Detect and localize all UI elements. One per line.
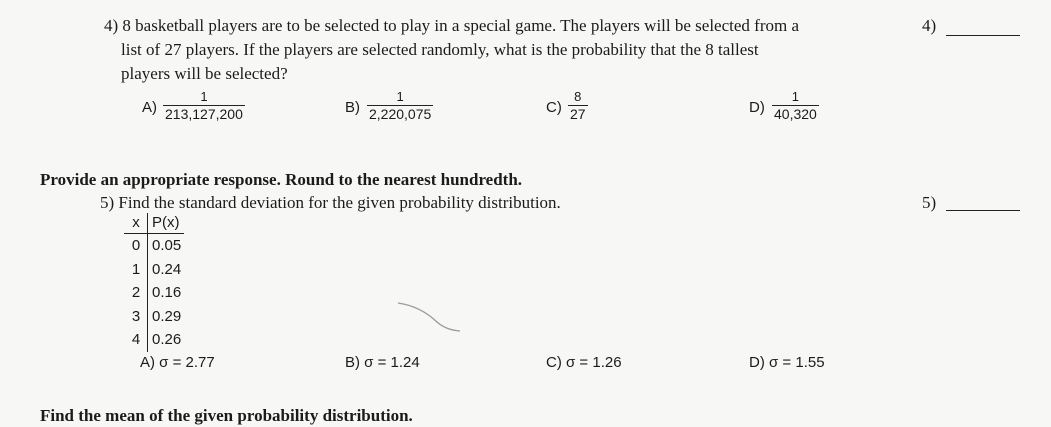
table-cell-x: 2 (124, 281, 148, 305)
q4-option-a-denominator: 213,127,200 (165, 106, 243, 122)
table-cell-x: 0 (124, 234, 148, 258)
table-cell-x: 3 (124, 305, 148, 329)
q4-line1: 4) 8 basketball players are to be selected to play in a special game. The players will be selected from a (104, 16, 799, 35)
q4-option-c-numerator: 8 (574, 89, 582, 104)
table-header-px: P(x) (148, 213, 185, 234)
table-cell-x: 4 (124, 328, 148, 352)
q5-answer-label: 5) (922, 193, 937, 212)
q5-option-d[interactable]: D) σ = 1.55 (749, 354, 825, 371)
table-cell-px: 0.29 (152, 307, 182, 325)
q4-option-b-numerator: 1 (396, 89, 404, 104)
table-cell-x: 1 (124, 258, 148, 282)
q4-option-b-denominator: 2,220,075 (369, 106, 432, 122)
q4-line3: players will be selected? (121, 64, 288, 83)
q5-option-a[interactable]: A) σ = 2.77 (140, 354, 215, 371)
q4-option-a-numerator: 1 (200, 89, 208, 104)
q4-option-d-numerator: 1 (791, 89, 800, 104)
q4-option-c-denominator: 27 (570, 106, 586, 122)
q4-answer-label: 4) (922, 16, 937, 35)
table-cell-px: 0.24 (152, 260, 182, 278)
q4-option-b-label: B) (345, 99, 360, 116)
q4-option-c-label: C) (546, 99, 562, 116)
q4-line2: list of 27 players. If the players are selected randomly, what is the probability that the 8 tallest (121, 40, 759, 59)
q4-option-a-label: A) (142, 99, 157, 116)
q5-option-b[interactable]: B) σ = 1.24 (345, 354, 420, 371)
section-instruction-round: Provide an appropriate response. Round to the nearest hundredth. (40, 170, 523, 189)
section-instruction-mean: Find the mean of the given probability distribution. (40, 406, 413, 425)
table-cell-px: 0.05 (152, 237, 182, 254)
q4-option-d-denominator: 40,320 (774, 106, 817, 122)
q4-option-d-label: D) (749, 99, 765, 116)
table-cell-px: 0.26 (152, 331, 182, 348)
q5-text: 5) Find the standard deviation for the given probability distribution. (100, 193, 561, 212)
table-cell-px: 0.16 (152, 284, 182, 301)
table-header-x: x (124, 213, 148, 234)
q5-option-c[interactable]: C) σ = 1.26 (546, 354, 622, 371)
